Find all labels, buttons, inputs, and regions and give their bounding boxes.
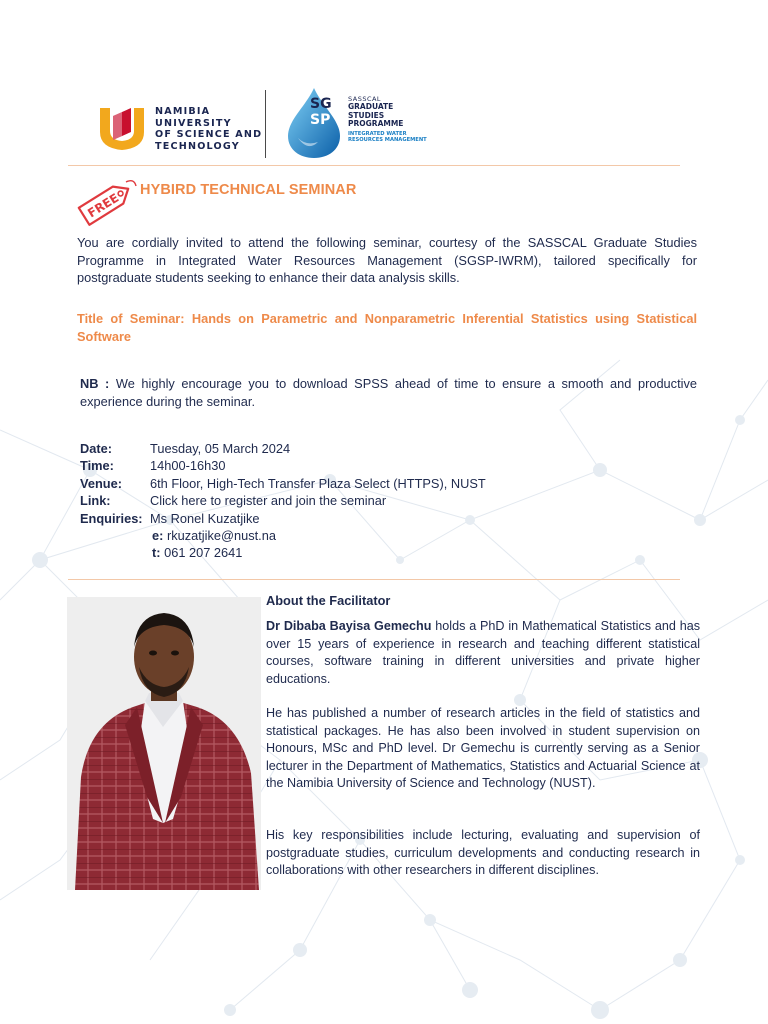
free-tag-label: FREE	[85, 190, 122, 221]
facilitator-bio-2: He has published a number of research articles in the field of statistics and statistical packages. He has also been involved in student supervision on Honours, MSc and PhD level. Dr Gemechu is currently serving as a Senior lecturer in the Department of Mathematics, Statistics and Actuarial Science at the Namibia University of Science and Technology (NUST).	[266, 706, 700, 790]
date-label: Date:	[80, 441, 112, 456]
venue-label: Venue:	[80, 475, 122, 491]
enquiries-row	[80, 510, 486, 527]
nust-line: NAMIBIA	[155, 106, 211, 117]
time-row	[80, 457, 486, 474]
sgsp-line: PROGRAMME	[348, 119, 404, 128]
link-row	[80, 492, 486, 509]
facilitator-photo	[67, 597, 261, 890]
enquiries-name: Ms Ronel Kuzatjike	[150, 510, 260, 526]
nb-text: We highly encourage you to download SPSS ahead of time to ensure a smooth and productive experience during the seminar.	[80, 376, 697, 409]
nb-note	[80, 375, 697, 410]
invitation-paragraph: You are cordially invited to attend the following seminar, courtesy of the SASSCAL Graduate Studies Programme in Integrated Water Resources Management (SGSP-IWRM), tailored specifically for postgraduate students seeking to enhance their data analysis skills.	[77, 235, 697, 285]
free-tag-icon	[76, 174, 138, 226]
sgsp-line: STUDIES	[348, 110, 385, 120]
sgsp-monogram-bottom: SP	[310, 112, 331, 128]
time-value: 14h00-16h30	[150, 458, 226, 474]
sgsp-subline: RESOURCES MANAGEMENT	[348, 137, 427, 143]
sgsp-wordmark	[348, 95, 438, 144]
sgsp-line: GRADUATE	[348, 102, 394, 111]
logo-divider	[265, 90, 266, 158]
date-row	[80, 440, 486, 457]
sgsp-subline: INTEGRATED WATER	[348, 130, 407, 137]
facilitator-heading: About the Facilitator	[266, 593, 391, 608]
seminar-details	[80, 440, 486, 562]
sgsp-monogram-top: SG	[310, 96, 332, 112]
facilitator-bio-3: His key responsibilities include lecturing, evaluating and supervision of postgraduate studies, curriculum developments and conducting research in collaborations with other researchers in different disciplines.	[266, 828, 700, 877]
nb-label: NB :	[80, 376, 110, 391]
seminar-title: Title of Seminar: Hands on Parametric and Nonparametric Inferential Statistics using Statistical Software	[77, 311, 697, 344]
nust-line: OF SCIENCE AND	[155, 129, 263, 140]
nust-wordmark	[155, 106, 265, 152]
seminar-heading: HYBIRD TECHNICAL SEMINAR	[140, 182, 357, 198]
phone-row	[80, 544, 486, 561]
venue-value: 6th Floor, High-Tech Transfer Plaza Select (HTTPS), NUST	[150, 475, 486, 491]
facilitator-bio-1-text: holds a PhD in Mathematical Statistics and has over 15 years of experience in research and teaching different statistical courses, software training in different universities and private higher educations.	[266, 619, 701, 686]
phone-value: 061 207 2641	[164, 545, 243, 561]
email-label: e:	[152, 528, 164, 544]
facilitator-bio-1	[266, 618, 700, 688]
register-link[interactable]: Click here to register and join the seminar	[150, 493, 387, 509]
header-divider	[68, 165, 680, 166]
phone-label: t:	[152, 545, 161, 561]
nust-line: TECHNOLOGY	[155, 140, 240, 152]
nust-line: UNIVERSITY	[155, 117, 232, 129]
link-label: Link:	[80, 493, 111, 509]
facilitator-name: Dr Dibaba Bayisa Gemechu	[266, 619, 432, 633]
section-divider	[68, 579, 680, 580]
time-label: Time:	[80, 458, 114, 474]
email-value[interactable]: rkuzatjike@nust.na	[166, 528, 276, 544]
venue-row	[80, 475, 486, 492]
email-row	[80, 527, 486, 544]
date-value: Tuesday, 05 March 2024	[150, 441, 291, 456]
sgsp-line: SASSCAL	[348, 95, 382, 103]
nust-logo-icon	[96, 102, 148, 152]
enquiries-label: Enquiries:	[80, 510, 143, 526]
sgsp-drop-logo-icon	[284, 86, 346, 160]
